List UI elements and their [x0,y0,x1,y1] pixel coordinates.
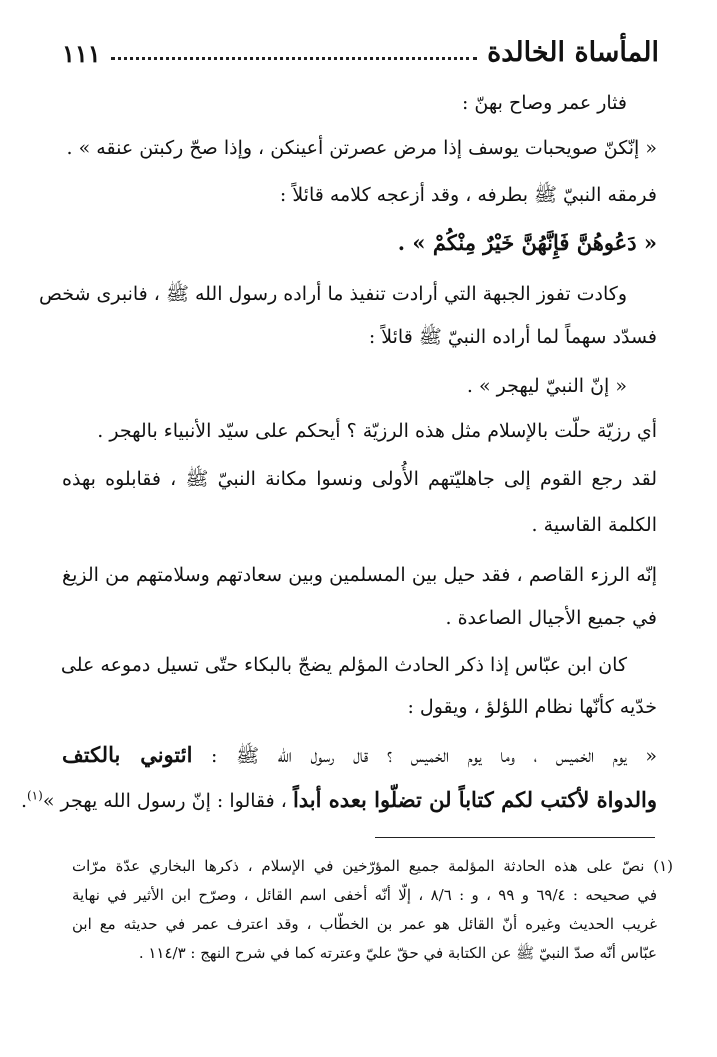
body-line: لقد رجع القوم إلى جاهليّتهم الأُولى ونسوا مكانة النبيّ ﷺ ، فقابلوه بهذه [62,468,657,490]
hadith-quote: ائتوني بالكتف [62,742,193,767]
body-line: « إنّ النبيّ ليهجر » . [466,375,627,397]
body-line: وكادت تفوز الجبهة التي أرادت تنفيذ ما أراده رسول الله ﷺ ، فانبرى شخص [39,283,627,305]
hadith-response: ، فقالوا : إنّ رسول الله يهجر » [42,790,287,812]
running-title: المأساة الخالدة [487,37,659,68]
body-line: إنّه الرزء القاصم ، فقد حيل بين المسلمين وبين سعادتهم وسلامتهم من الزيغ [62,564,657,586]
footnote-marker[interactable]: (١) [26,788,43,803]
footnote-line: (١) نصّ على هذه الحادثة المؤلمة جميع المؤرّخين في الإسلام ، ذكرها البخاري عدّة مرّات [72,857,673,875]
dotted-leader [111,56,477,60]
footnote-line: عبّاس أنّه صدّ النبيّ ﷺ عن الكتابة في حقّ عليّ وعترته كما في شرح النهج : ١١٤/٣ . [138,944,657,962]
hadith-line [21,785,657,815]
body-line: الكلمة القاسية . [531,514,657,536]
body-line: أي رزيّة حلّت بالإسلام مثل هذه الرزيّة ؟ أيحكم على سيّد الأنبياء بالهجر . [97,420,657,442]
body-line: « إنّكنّ صويحبات يوسف إذا مرض عصرتن أعينكن ، وإذا صحّ ركبتن عنقه » . [66,137,657,159]
body-line: فسدّد سهماً لما أراده النبيّ ﷺ قائلاً : [368,326,657,348]
hadith-quote: « دَعُوهُنَّ فَإِنَّهُنَّ خَيْرٌ مِنْكُمْ » . [397,230,657,255]
body-line: فرمقه النبيّ ﷺ بطرفه ، وقد أزعجه كلامه قائلاً : [279,184,657,206]
page-number: ١١١ [62,39,101,68]
line-end-punctuation: . [20,790,27,812]
body-line: في جميع الأجيال الصاعدة . [445,607,657,629]
body-line: كان ابن عبّاس إذا ذكر الحادث المؤلم يضجّ بالبكاء حتّى تسيل دموعه على [60,654,627,676]
footnote-divider [375,837,655,838]
page-header [62,22,659,66]
body-line: خدّيه كأنّها نظام اللؤلؤ ، ويقول : [407,696,657,718]
hadith-quote: والدواة لأكتب لكم كتاباً لن تضلّوا بعده أبداً [292,787,657,812]
footnote-line: في صحيحه : ٦٩/٤ و ٩٩ ، و : ٨/٦ ، إلّا أنّه أخفى اسم القائل ، وصرّح ابن الأثير في نهاية [72,886,658,904]
hadith-line [62,740,657,770]
body-line: فثار عمر وصاح بهنّ : [461,92,627,114]
hadith-intro: « يوم الخميس ، وما يوم الخميس ؟ قال رسول الله ﷺ : [211,745,657,767]
footnote-line: غريب الحديث وغيره أنّ القائل هو عمر بن الخطّاب ، وقد اعترف عمر في حديثه مع ابن [72,915,657,933]
